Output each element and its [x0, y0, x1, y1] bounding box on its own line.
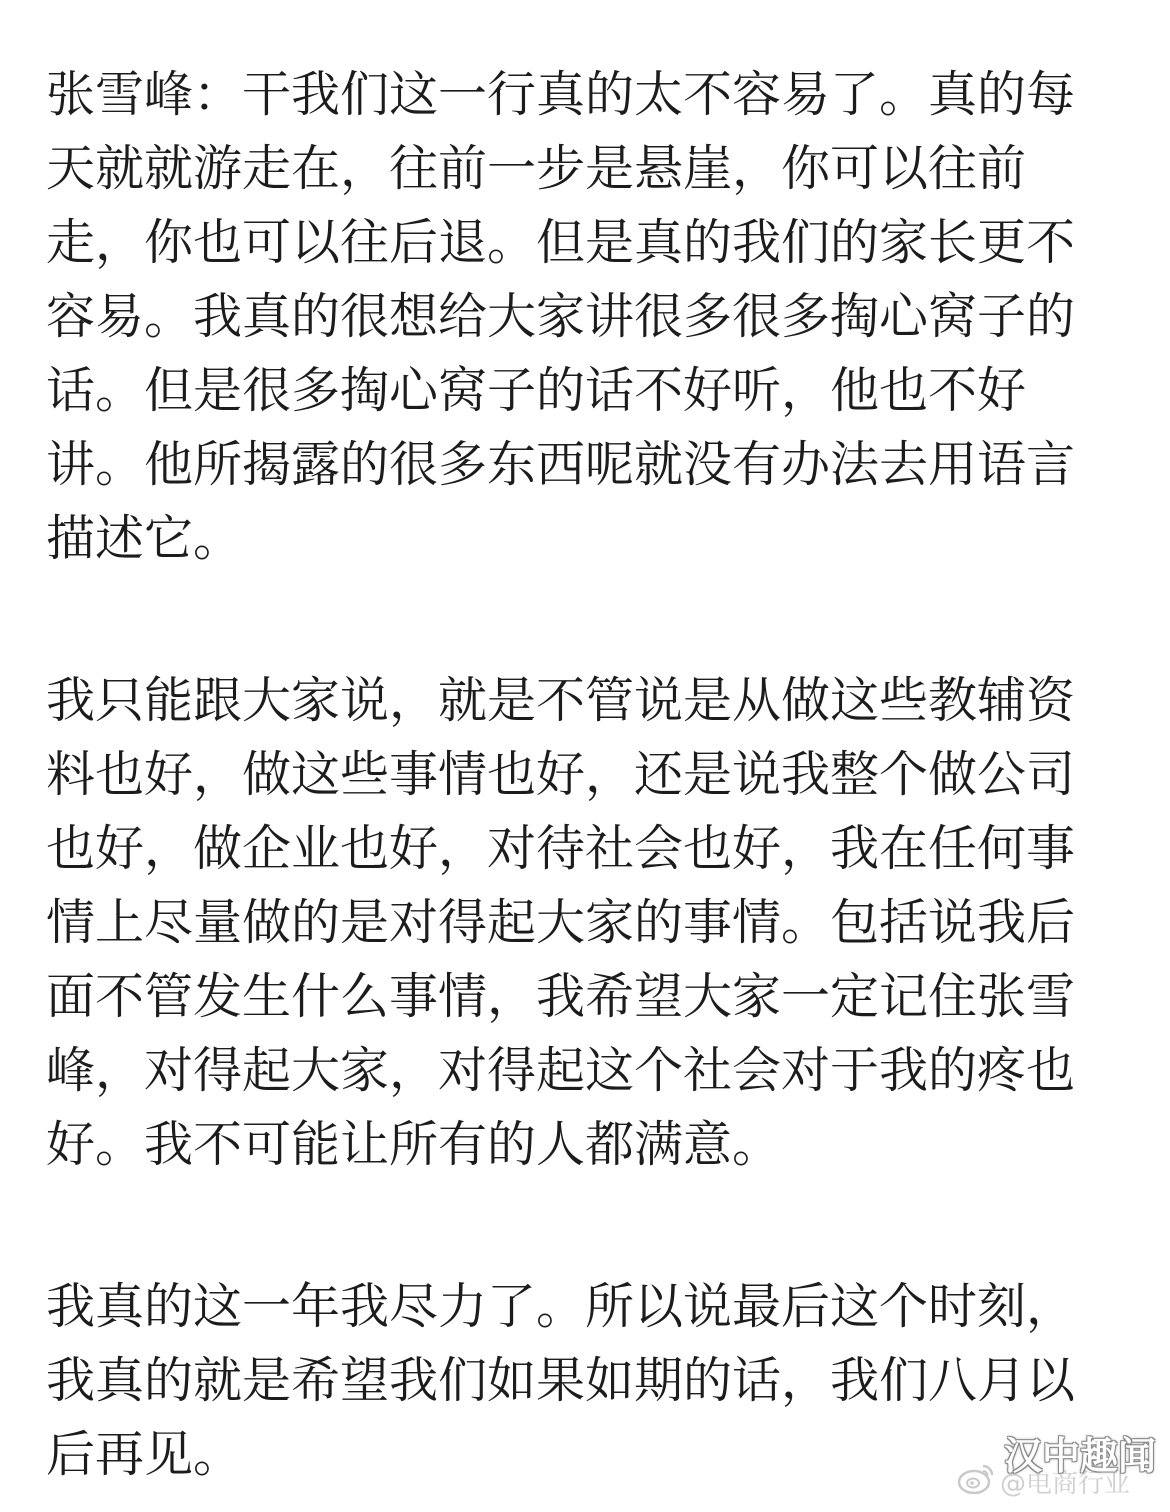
watermark — [956, 1434, 1156, 1504]
watermark-title: 汉中趣闻 — [1003, 1434, 1156, 1478]
paragraph-1 — [46, 58, 1124, 576]
text-line: 讲。他所揭露的很多东西呢就没有办法去用语言 — [46, 436, 1076, 493]
post-content — [46, 58, 1124, 1492]
text-line: 走，你也可以往后退。但是真的我们的家长更不 — [46, 214, 1076, 271]
text-line: 情上尽量做的是对得起大家的事情。包括说我后 — [46, 894, 1076, 951]
paragraph-2 — [46, 664, 1124, 1182]
text-line: 描述它。 — [46, 510, 243, 567]
text-line: 我真的就是希望我们如果如期的话，我们八月以 — [46, 1352, 1076, 1409]
text-line: 容易。我真的很想给大家讲很多很多掏心窝子的 — [46, 288, 1076, 345]
text-line: 话。但是很多掏心窝子的话不好听，他也不好 — [46, 362, 1027, 419]
text-line: 张雪峰：干我们这一行真的太不容易了。真的每 — [46, 66, 1076, 123]
text-line: 好。我不可能让所有的人都满意。 — [46, 1116, 782, 1173]
text-line: 也好，做企业也好，对待社会也好，我在任何事 — [46, 820, 1076, 877]
text-line: 我真的这一年我尽力了。所以说最后这个时刻， — [46, 1278, 1076, 1335]
text-line: 后再见。 — [46, 1426, 243, 1483]
text-line: 料也好，做这些事情也好，还是说我整个做公司 — [46, 746, 1076, 803]
weibo-icon — [956, 1458, 996, 1498]
text-line: 我只能跟大家说，就是不管说是从做这些教辅资 — [46, 672, 1076, 729]
text-line: 峰，对得起大家，对得起这个社会对于我的疼也 — [46, 1042, 1076, 1099]
text-line: 面不管发生什么事情，我希望大家一定记住张雪 — [46, 968, 1076, 1025]
watermark-handle: @电商行业 — [1000, 1469, 1131, 1499]
text-line: 天就就游走在，往前一步是悬崖，你可以往前 — [46, 140, 1027, 197]
